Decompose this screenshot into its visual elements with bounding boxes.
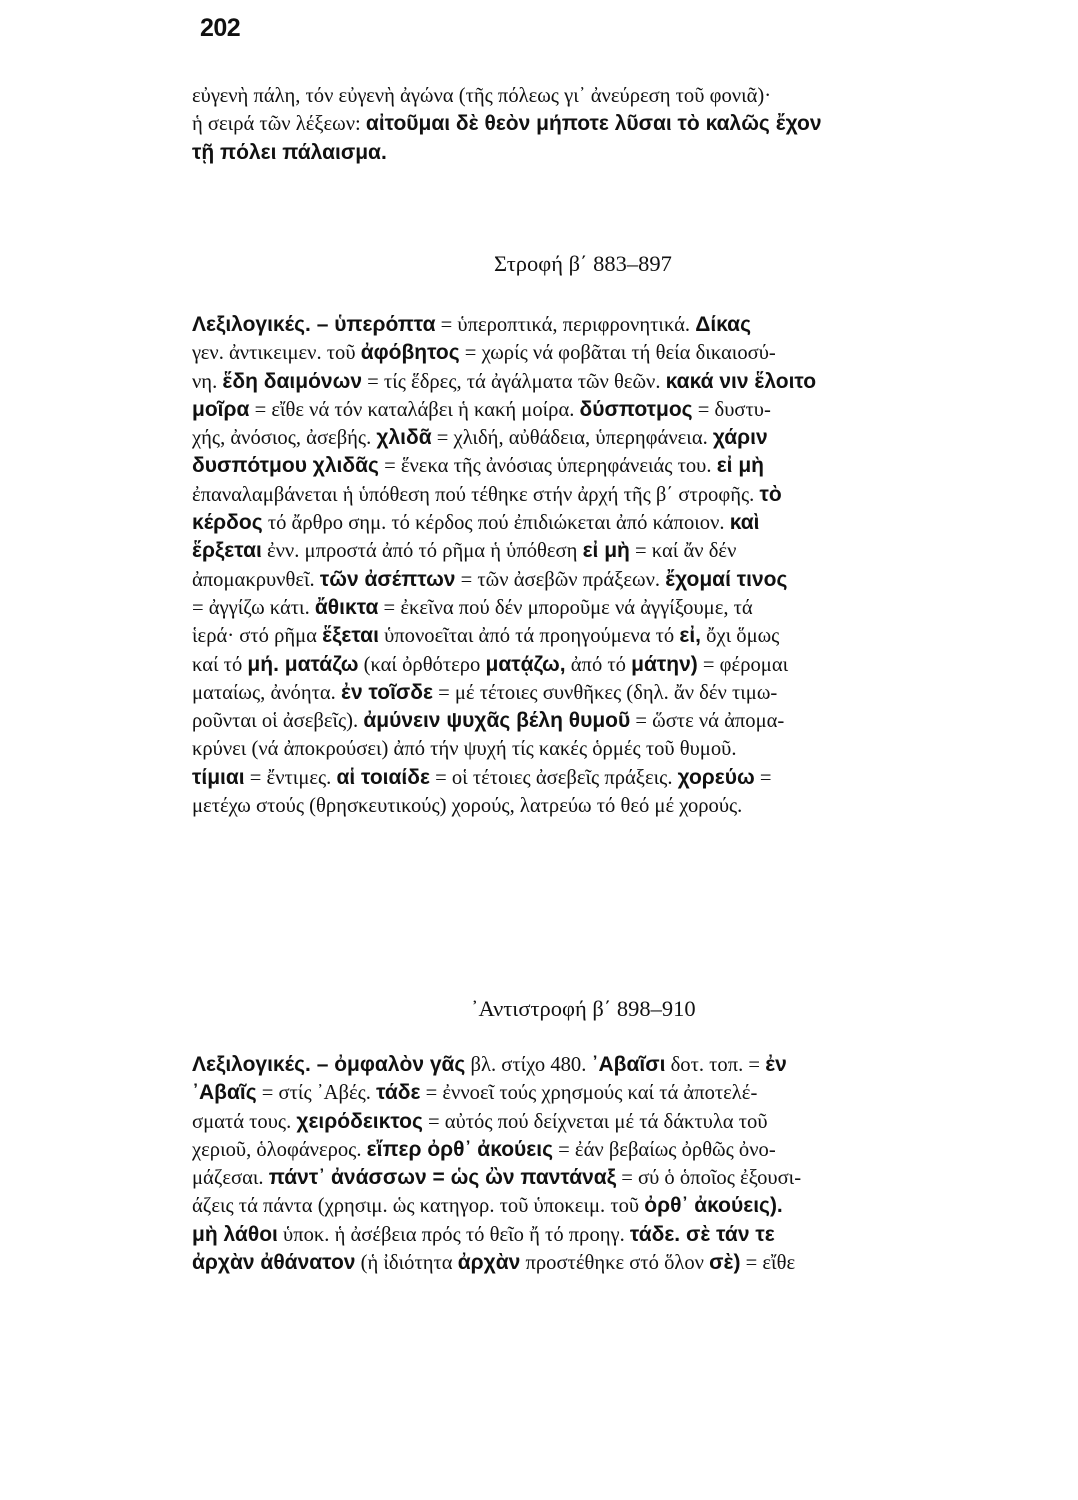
lemma-term: δύσποτμος bbox=[579, 397, 693, 421]
gloss-text: νη. bbox=[192, 370, 223, 393]
gloss-text: χής, ἀνόσιος, ἀσεβής. bbox=[192, 427, 377, 450]
text-line bbox=[192, 139, 1037, 167]
lemma-term: πάντ᾽ ἀνάσσων = ὡς ὢν παντάναξ bbox=[268, 1166, 617, 1190]
page-number: 202 bbox=[200, 14, 241, 42]
gloss-text: = χλιδή, αὐθάδεια, ὑπερηφάνεια. bbox=[431, 427, 713, 450]
gloss-text: = οἱ τέτοιες ἀσεβεῖς πράξεις. bbox=[429, 766, 678, 789]
lemma-term: ἕδη δαιμόνων bbox=[222, 369, 363, 393]
gloss-text: = ὑπεροπτικά, περιφρονητικά. bbox=[435, 314, 696, 336]
lemma-term: Λεξιλογικές. – ὑπερόπτα bbox=[192, 313, 436, 336]
gloss-text: = τίς ἕδρες, τά ἀγάλματα τῶν θεῶν. bbox=[362, 370, 666, 393]
lemma-term: σὲ) bbox=[709, 1251, 741, 1275]
gloss-text: = εἴθε bbox=[740, 1252, 796, 1275]
lemma-term: μοῖρα bbox=[192, 397, 250, 421]
gloss-text: = ἔντιμες. bbox=[244, 766, 337, 789]
gloss-text: = ἕνεκα τῆς ἀνόσιας ὑπερηφάνειάς του. bbox=[378, 455, 717, 478]
lemma-term: ᾽Αβαῖσι bbox=[591, 1053, 666, 1076]
lemma-term: τὸ bbox=[759, 482, 782, 506]
gloss-text: = τῶν ἀσεβῶν πράξεων. bbox=[455, 568, 666, 591]
gloss-text: ἱερά· στό ρῆμα bbox=[192, 625, 323, 648]
lemma-term: χειρόδεικτος bbox=[296, 1109, 423, 1133]
lemma-term: ἀμύνειν ψυχᾶς βέλη θυμοῦ bbox=[363, 709, 631, 733]
gloss-text: = δυστυ- bbox=[692, 398, 771, 421]
gloss-text: εὐγενὴ πάλη, τόν εὐγενὴ ἀγώνα (τῆς πόλεως γι᾽ ἀνεύρεση τοῦ φονιᾶ)· bbox=[192, 85, 772, 107]
text-line bbox=[192, 1079, 1037, 1107]
text-line bbox=[192, 481, 1037, 509]
gloss-text: = μέ τέτοιες συνθῆκες (δηλ. ἄν δέν τιμω- bbox=[432, 681, 778, 704]
gloss-text: δοτ. τοπ. = bbox=[665, 1054, 766, 1076]
text-line bbox=[192, 622, 1037, 650]
antistrophe-paragraph bbox=[192, 1051, 1037, 1277]
intro-paragraph bbox=[192, 82, 1037, 167]
lemma-term: τίμιαι bbox=[192, 765, 245, 789]
gloss-text: = ἐκεῖνα πού δέν μποροῦμε νά ἀγγίξουμε, τά bbox=[378, 596, 753, 619]
lemma-term: εἰ μὴ bbox=[716, 454, 764, 478]
gloss-text: προστέθηκε στό ὅλον bbox=[520, 1252, 710, 1275]
gloss-text: = στίς ᾽Αβές. bbox=[256, 1082, 377, 1105]
text-line bbox=[192, 368, 1037, 396]
gloss-text: χεριοῦ, ὁλοφάνερος. bbox=[192, 1138, 367, 1161]
lemma-term: εἰ μὴ bbox=[582, 539, 630, 563]
gloss-text: ἡ σειρά τῶν λέξεων: bbox=[192, 113, 366, 136]
text-line bbox=[192, 707, 1037, 735]
gloss-text: ἐνν. μπροστά ἀπό τό ρῆμα ἡ ὑπόθεση bbox=[261, 540, 583, 563]
gloss-text: μετέχω στούς (θρησκευτικούς) χορούς, λατρεύω τό θεό μέ χορούς. bbox=[192, 795, 743, 818]
gloss-text: (καί ὀρθότερο bbox=[358, 653, 486, 676]
gloss-text: (ἡ ἰδιότητα bbox=[355, 1252, 458, 1275]
gloss-text: = ἀγγίζω κάτι. bbox=[192, 596, 315, 619]
strophe-heading: Στροφή β΄ 883–897 bbox=[494, 251, 672, 276]
lemma-term: κέρδος bbox=[192, 511, 263, 535]
lemma-term: κακά νιν ἕλοιτο bbox=[665, 369, 817, 393]
gloss-text: ἀπό τό bbox=[565, 653, 632, 676]
text-line bbox=[192, 1249, 1037, 1277]
lemma-term: ἕξεται bbox=[322, 624, 379, 648]
gloss-text: άζεις τά πάντα (χρησιμ. ὡς κατηγορ. τοῦ ὑποκειμ. τοῦ bbox=[192, 1195, 645, 1218]
text-line bbox=[192, 651, 1037, 679]
strophe-paragraph bbox=[192, 311, 1037, 820]
lemma-term: τῇ πόλει πάλαισμα. bbox=[192, 140, 387, 164]
gloss-text: ὄχι ὅμως bbox=[701, 625, 780, 648]
text-line bbox=[192, 1051, 1037, 1079]
gloss-text: ματαίως, ἀνόητα. bbox=[192, 681, 341, 704]
lemma-term: εἰ, bbox=[679, 624, 702, 648]
gloss-text: = bbox=[754, 766, 772, 789]
gloss-text: κρύνει (νά ἀποκρούσει) ἀπό τήν ψυχή τίς κακές ὁρμές τοῦ θυμοῦ. bbox=[192, 738, 737, 761]
lemma-term: μή. ματάζω bbox=[247, 652, 359, 676]
text-line bbox=[192, 1164, 1037, 1192]
lemma-term: ἀρχὰν bbox=[457, 1251, 521, 1275]
text-line bbox=[192, 1136, 1037, 1164]
gloss-text: ὑπονοεῖται ἀπό τά προηγούμενα τό bbox=[378, 625, 680, 648]
gloss-text: = ἐννοεῖ τούς χρησμούς καί τά ἀποτελέ- bbox=[420, 1082, 758, 1105]
text-line bbox=[192, 1192, 1037, 1220]
text-line bbox=[192, 566, 1037, 594]
text-line bbox=[192, 764, 1037, 792]
text-line bbox=[192, 110, 1037, 138]
lemma-term: ἀρχὰν ἀθάνατον bbox=[192, 1251, 356, 1275]
text-line bbox=[192, 339, 1037, 367]
gloss-text: ροῦνται οἱ ἀσεβεῖς). bbox=[192, 710, 364, 733]
lemma-term: χλιδᾶ bbox=[376, 426, 432, 450]
lemma-term: ἕρξεται bbox=[192, 539, 262, 563]
gloss-text: = χωρίς νά φοβᾶται τή θεία δικαιοσύ- bbox=[459, 342, 776, 365]
lemma-term: Δίκας bbox=[695, 313, 752, 336]
text-line bbox=[192, 424, 1037, 452]
gloss-text: μάζεσαι. bbox=[192, 1167, 269, 1190]
text-line bbox=[192, 452, 1037, 480]
lemma-term: τάδε. σὲ τάν τε bbox=[629, 1222, 775, 1246]
lemma-term: ἄθικτα bbox=[314, 595, 379, 619]
text-line bbox=[192, 1221, 1037, 1249]
gloss-text: ὑποκ. ἡ ἀσέβεια πρός τό θεῖο ἤ τό προηγ. bbox=[277, 1223, 630, 1246]
gloss-text: ἀπομακρυνθεῖ. bbox=[192, 568, 320, 591]
lemma-term: δυσπότμου χλιδᾶς bbox=[192, 454, 379, 478]
lemma-term: ἐν bbox=[765, 1053, 787, 1076]
gloss-text: = αὐτός πού δείχνεται μέ τά δάκτυλα τοῦ bbox=[422, 1110, 768, 1133]
lemma-term: ματᾴζω, bbox=[485, 652, 566, 676]
lemma-term: εἴπερ ὀρθ᾽ ἀκούεις bbox=[366, 1137, 554, 1161]
lemma-term: μὴ λάθοι bbox=[192, 1222, 278, 1246]
gloss-text: ἐπαναλαμβάνεται ἡ ὑπόθεση πού τέθηκε στήν ἀρχή τῆς β΄ στροφῆς. bbox=[192, 483, 760, 506]
lemma-term: αἰτοῦμαι δὲ θεὸν μήποτε λῦσαι τὸ καλῶς ἔχον bbox=[365, 112, 822, 136]
lemma-term: ᾽Αβαῖς bbox=[192, 1081, 257, 1105]
gloss-text: = καί ἄν δέν bbox=[629, 540, 737, 563]
lemma-term: τῶν ἀσέπτων bbox=[319, 567, 456, 591]
antistrophe-heading: ᾽Αντιστροφή β΄ 898–910 bbox=[471, 996, 696, 1021]
gloss-text: γεν. ἀντικειμεν. τοῦ bbox=[192, 342, 361, 365]
gloss-text: βλ. στίχο 480. bbox=[465, 1054, 592, 1076]
lemma-term: ὀρθ᾽ ἀκούεις). bbox=[644, 1194, 783, 1218]
lemma-term: Λεξιλογικές. – ὀμφαλὸν γᾶς bbox=[192, 1053, 466, 1076]
lemma-term: ἀφόβητος bbox=[360, 341, 460, 365]
gloss-text: = ἐάν βεβαίως ὀρθῶς ὀνο- bbox=[553, 1138, 776, 1161]
lemma-term: τάδε bbox=[376, 1081, 421, 1105]
gloss-text: = σύ ὁ ὁποῖος ἐξουσι- bbox=[616, 1167, 802, 1190]
text-line bbox=[192, 311, 1037, 339]
gloss-text: = ὥστε νά ἀπομα- bbox=[630, 710, 785, 733]
lemma-term: χάριν bbox=[712, 426, 768, 450]
gloss-text: = φέρομαι bbox=[697, 653, 789, 676]
gloss-text: καί τό bbox=[192, 653, 248, 676]
lemma-term: μάτην) bbox=[631, 652, 698, 676]
lemma-term: ἔχομαί τινος bbox=[665, 567, 788, 591]
text-line bbox=[192, 792, 1037, 820]
lemma-term: χορεύω bbox=[677, 765, 755, 789]
text-line bbox=[192, 594, 1037, 622]
gloss-text: = εἴθε νά τόν καταλάβει ἡ κακή μοίρα. bbox=[249, 398, 580, 421]
lemma-term: καὶ bbox=[729, 511, 760, 535]
text-line bbox=[192, 537, 1037, 565]
text-line bbox=[192, 396, 1037, 424]
gloss-text: σματά τους. bbox=[192, 1110, 297, 1133]
gloss-text: τό ἄρθρο σημ. τό κέρδος πού ἐπιδιώκεται ἀπό κάποιον. bbox=[262, 512, 730, 535]
text-line bbox=[192, 1108, 1037, 1136]
text-line bbox=[192, 82, 1037, 110]
text-line bbox=[192, 679, 1037, 707]
text-line bbox=[192, 509, 1037, 537]
text-line bbox=[192, 735, 1037, 763]
lemma-term: αἱ τοιαίδε bbox=[336, 765, 430, 789]
lemma-term: ἐν τοῖσδε bbox=[340, 680, 433, 704]
